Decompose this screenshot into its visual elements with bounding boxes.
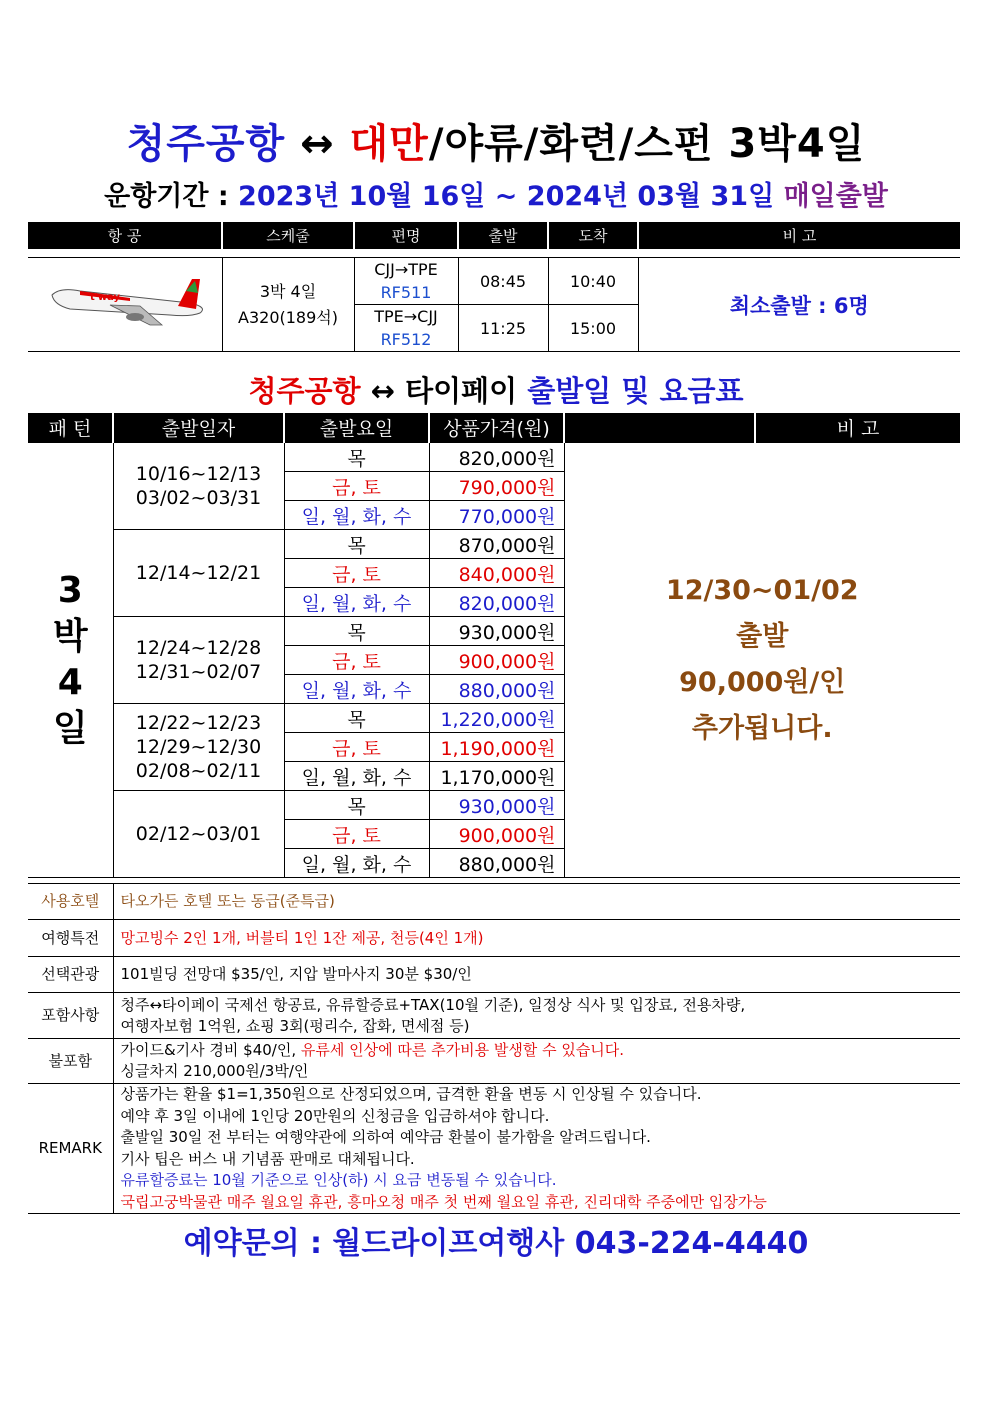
operation-period [0,174,992,213]
remark-label: REMARK [28,1084,113,1214]
pattern-char: 일 [52,708,88,749]
flight-header-row [28,222,960,249]
excluded-text [113,1039,960,1084]
leg1-arrive: 10:40 [548,258,638,305]
schedule-duration: 3박 4일 [259,281,317,301]
minimum-departure-note: 최소출발 : 6명 [638,258,960,352]
flight-row [28,258,960,305]
optional-text: 101빌딩 전망대 $35/인, 지압 발마사지 30분 $30/인 [113,957,960,993]
remark-line-1: 상품가는 환율 $1=1,350원으로 산정되었으며, 급격한 환율 변동 시 인상될 수 있습니다. [120,1085,702,1103]
departure-period-cell [113,791,284,878]
special-text: 망고빙수 2인 1개, 버블티 1인 1잔 제공, 천등(4인 1개) [113,920,960,957]
header-airline: 항 공 [28,222,222,249]
weekday-cell: 일, 월, 화, 수 [284,675,429,704]
departure-period: 02/08~02/11 [135,760,262,782]
price-cell: 820,000원 [429,443,564,472]
included-label: 포함사항 [28,993,113,1039]
excluded-fuel-note: 유류세 인상에 따른 추가비용 발생할 수 있습니다. [300,1041,625,1059]
weekday-cell: 금, 토 [284,820,429,849]
price-table [28,413,960,878]
header-blank [564,413,755,443]
info-table [28,883,960,1214]
price-cell: 900,000원 [429,820,564,849]
remark-line: 출발 [736,621,789,652]
remark-line: 90,000원/인 [679,667,846,698]
weekday-cell: 목 [284,617,429,646]
price-cell: 880,000원 [429,849,564,878]
remark-line-closures: 국립고궁박물관 매주 월요일 휴관, 흥마오청 매주 첫 번째 월요일 휴관, 진리대학 주중에만 입장가능 [120,1192,767,1211]
page-title [0,112,992,169]
departure-period: 02/12~03/01 [135,823,262,845]
price-header-row [28,413,960,443]
price-cell: 900,000원 [429,646,564,675]
remark-line: 12/30~01/02 [665,575,859,606]
section-city: 타이페이 [405,374,518,408]
price-row [28,443,960,472]
section-rest: 출발일 및 요금표 [527,374,744,408]
holiday-surcharge-remark [564,443,960,878]
schedule-cell [222,258,354,352]
departure-period: 10/16~12/13 [135,463,262,485]
header-arrive: 도착 [548,222,638,249]
leg1-flight-cell [354,258,458,305]
price-cell: 790,000원 [429,472,564,501]
departure-period: 12/29~12/30 [135,736,262,758]
weekday-cell: 목 [284,530,429,559]
price-cell: 870,000원 [429,530,564,559]
remark-line-fuel: 유류할증료는 10월 기준으로 인상(하) 시 요금 변동될 수 있습니다. [120,1171,557,1189]
title-duration: 3박4일 [728,121,866,167]
section-arrow: ↔ [370,374,395,408]
departure-period-cell [113,617,284,704]
header-period: 출발일자 [113,413,284,443]
booking-contact: 예약문의 : 월드라이프여행사 043-224-4440 [183,1226,809,1261]
weekday-cell: 목 [284,704,429,733]
price-cell: 770,000원 [429,501,564,530]
weekday-cell: 목 [284,443,429,472]
airplane-icon [40,273,210,333]
price-cell: 820,000원 [429,588,564,617]
remark-line: 추가됩니다. [691,713,833,744]
price-cell: 1,220,000원 [429,704,564,733]
excluded-label: 불포함 [28,1039,113,1084]
remark-line-2: 예약 후 3일 이내에 1인당 20만원의 신청금을 입금하셔야 합니다. [120,1106,550,1125]
leg1-depart: 08:45 [458,258,548,305]
header-schedule: 스케줄 [222,222,354,249]
pattern-cell [28,443,113,878]
leg1-route: CJJ→TPE [374,260,438,279]
flight-table [28,222,960,352]
schedule-aircraft: A320(189석) [238,307,338,327]
period-daily: 매일출발 [783,181,888,212]
price-cell: 930,000원 [429,617,564,646]
price-cell: 930,000원 [429,791,564,820]
pattern-char: 박 [52,616,88,657]
info-row-special [28,920,960,957]
departure-period: 12/31~02/07 [135,661,262,683]
info-row-excluded [28,1039,960,1084]
leg2-route: TPE→CJJ [374,307,438,326]
included-line-2: 여행자보험 1억원, 쇼핑 3회(펑리수, 잡화, 면세점 등) [120,1016,470,1035]
info-row-included [28,993,960,1039]
price-body [28,443,960,878]
departure-period-cell [113,443,284,530]
remark-line-4: 기사 팁은 버스 내 기념품 판매로 대체됩니다. [120,1149,415,1168]
optional-label: 선택관광 [28,957,113,993]
title-destination: 대만 [349,121,429,167]
pattern-char: 3 [57,570,83,611]
title-origin: 청주공항 [126,121,286,167]
svg-text:t'way: t'way [89,291,120,303]
departure-period: 03/02~03/31 [135,487,262,509]
header-price: 상품가격(원) [429,413,564,443]
title-arrow: ↔ [300,121,335,167]
excluded-line-1 [121,1040,961,1061]
header-pattern: 패 턴 [28,413,113,443]
departure-period-cell [113,530,284,617]
leg2-arrive: 15:00 [548,305,638,352]
header-remark: 비 고 [755,413,960,443]
weekday-cell: 금, 토 [284,472,429,501]
airline-logo [28,258,222,352]
pattern-char: 4 [57,662,83,703]
hotel-text: 타오가든 호텔 또는 동급(준특급) [113,884,960,920]
header-depart: 출발 [458,222,548,249]
remark-line-3: 출발일 30일 전 부터는 여행약관에 의하여 예약금 환불이 불가함을 알려드립니다. [120,1128,651,1146]
header-flight-no: 편명 [354,222,458,249]
departure-period: 12/24~12/28 [135,637,262,659]
weekday-cell: 일, 월, 화, 수 [284,588,429,617]
weekday-cell: 금, 토 [284,733,429,762]
weekday-cell: 금, 토 [284,646,429,675]
weekday-cell: 일, 월, 화, 수 [284,762,429,791]
included-line-1: 청주↔타이페이 국제선 항공료, 유류할증료+TAX(10월 기준), 일정상 식사 및 입장료, 전용차량, [120,995,746,1014]
departure-period-cell [113,704,284,791]
info-row-optional [28,957,960,993]
info-row-hotel [28,884,960,920]
header-weekday: 출발요일 [284,413,429,443]
included-text [113,993,960,1039]
leg2-flight-cell [354,305,458,352]
price-section-title [0,369,992,410]
period-label: 운항기간 : [104,181,229,212]
price-cell: 840,000원 [429,559,564,588]
price-cell: 880,000원 [429,675,564,704]
title-destination-rest: /야류/화련/스펀 [428,121,714,167]
price-cell: 1,190,000원 [429,733,564,762]
weekday-cell: 목 [284,791,429,820]
header-note: 비 고 [638,222,960,249]
leg2-flight-no: RF512 [380,330,432,349]
special-label: 여행특전 [28,920,113,957]
weekday-cell: 금, 토 [284,559,429,588]
leg2-depart: 11:25 [458,305,548,352]
section-origin: 청주공항 [248,374,361,408]
departure-period: 12/14~12/21 [135,562,262,584]
excluded-guide-fee: 가이드&기사 경비 $40/인, [120,1041,301,1059]
period-range: 2023년 10월 16일 ~ 2024년 03월 31일 [238,181,775,212]
excluded-line-2: 싱글차지 210,000원/3박/인 [120,1062,309,1080]
hotel-label: 사용호텔 [28,884,113,920]
info-row-remark [28,1084,960,1214]
price-cell: 1,170,000원 [429,762,564,791]
leg1-flight-no: RF511 [380,283,432,302]
departure-period: 12/22~12/23 [135,712,262,734]
remark-text [113,1084,960,1214]
weekday-cell: 일, 월, 화, 수 [284,849,429,878]
weekday-cell: 일, 월, 화, 수 [284,501,429,530]
